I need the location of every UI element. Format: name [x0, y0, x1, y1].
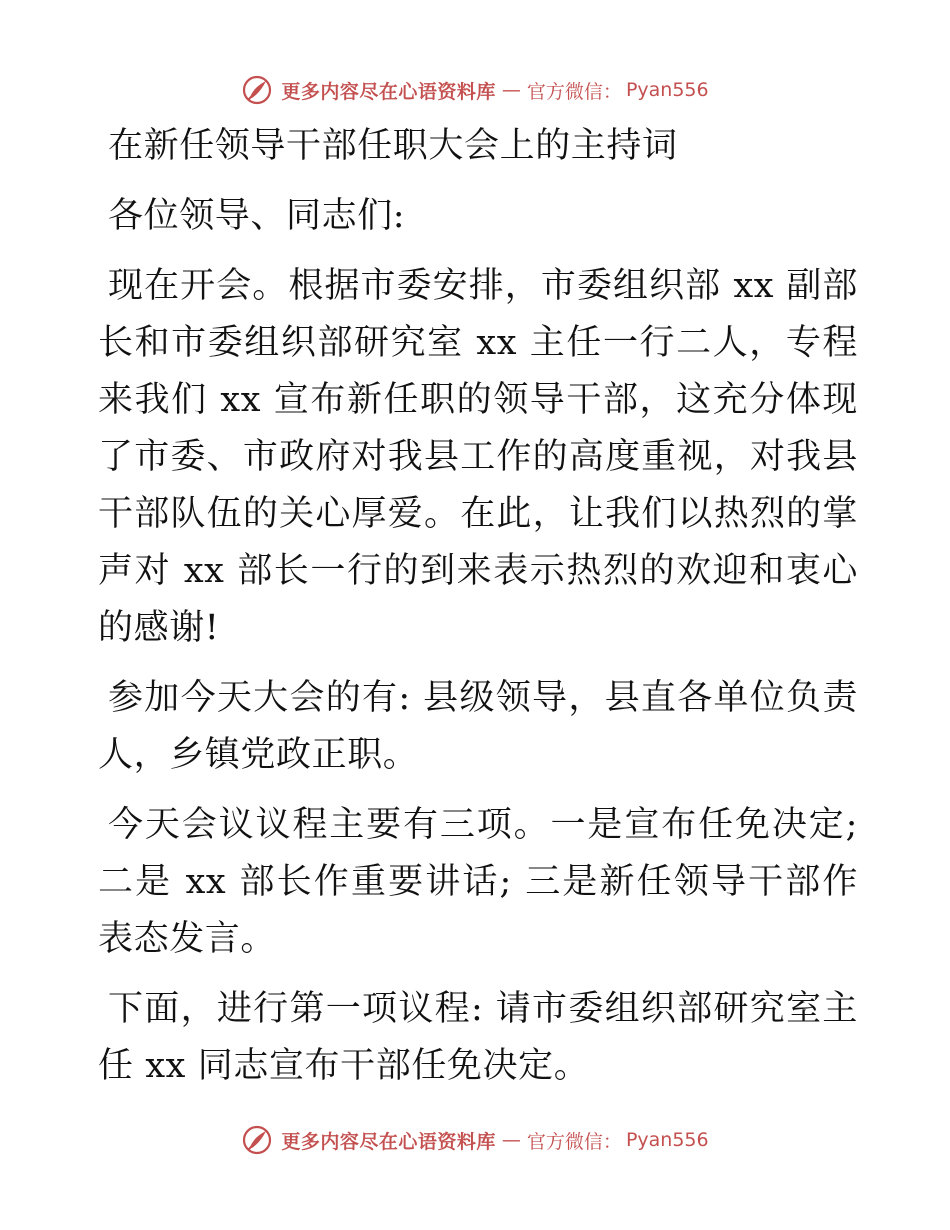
quill-pen-logo-icon [241, 74, 273, 106]
paragraph-first-item: 下面，进行第一项议程: 请市委组织部研究室主任 xx 同志宣布干部任免决定。 [98, 989, 858, 1086]
brand-wechat-label: 官方微信： [526, 80, 622, 103]
paragraph-opening: 现在开会。根据市委安排，市委组织部 xx 副部长和市委组织部研究室 xx 主任一行二人，专程来我们 xx 宣布新任职的领导干部，这充分体现了市委、市政府对我县工作的高度重视，对我县干部队伍的关心厚爱。在此，让我们以热烈的掌声对 xx 部长一行的到来表示热烈的欢迎和衷心的感谢! [98, 266, 858, 648]
brand-wechat-id: Pyan556 [625, 1129, 709, 1151]
paragraph-agenda: 今天会议议程主要有三项。一是宣布任免决定; 二是 xx 部长作重要讲话; 三是新任领导干部作表态发言。 [98, 805, 858, 959]
brand-separator: — [501, 79, 521, 101]
quill-pen-logo-icon [241, 1124, 273, 1156]
document-body [98, 118, 858, 1108]
brand-wechat-label: 官方微信： [526, 1130, 622, 1153]
brand-slogan: 更多内容尽在心语资料库 [281, 1130, 496, 1153]
footer-watermark [0, 1120, 950, 1160]
salutation: 各位领导、同志们: [108, 196, 406, 236]
paragraph-attendees: 参加今天大会的有: 县级领导，县直各单位负责人，乡镇党政正职。 [98, 678, 858, 775]
brand-wechat-id: Pyan556 [625, 79, 709, 101]
header-watermark [0, 70, 950, 110]
brand-slogan: 更多内容尽在心语资料库 [281, 80, 496, 103]
brand-separator: — [501, 1129, 521, 1151]
document-title: 在新任领导干部任职大会上的主持词 [108, 126, 678, 166]
